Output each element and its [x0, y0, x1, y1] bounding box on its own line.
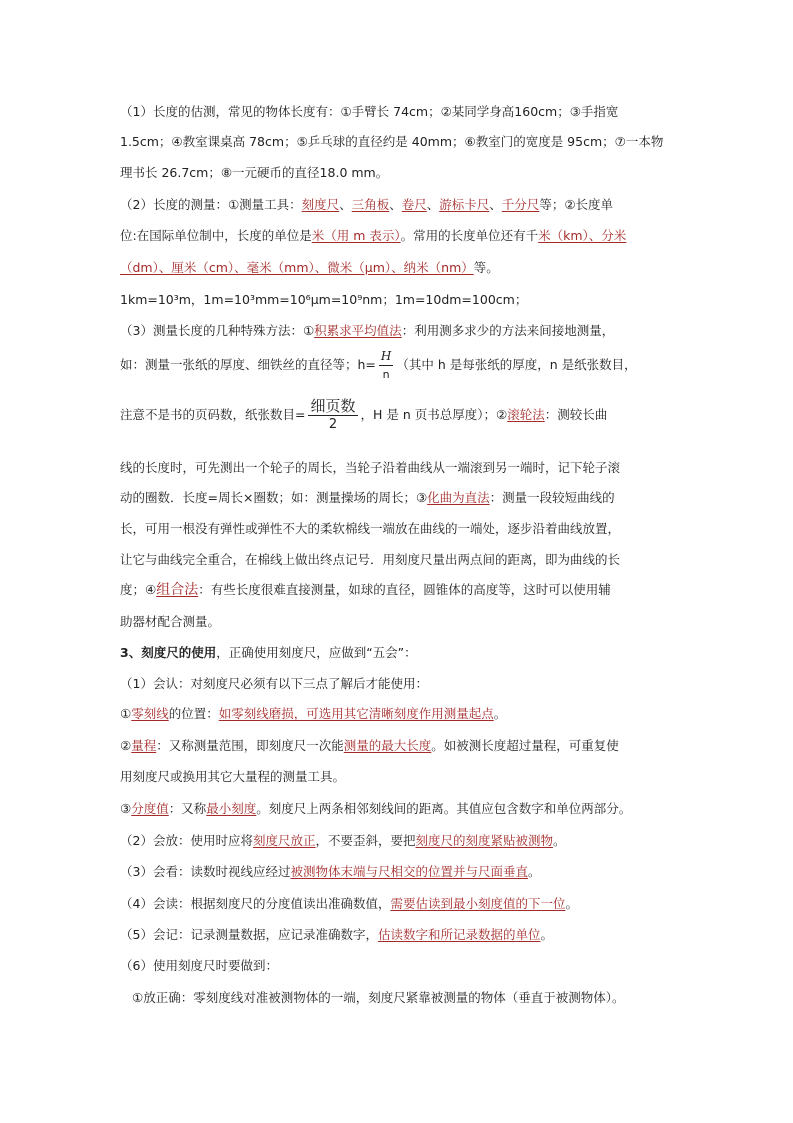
text-line-26 [120, 927, 553, 943]
text-line-16: 助器材配合测量。 [120, 614, 221, 629]
note-view: 被测物体末端与尺相交的位置并与尺面垂直 [290, 864, 528, 879]
method-straighten: 化曲为直法 [427, 490, 490, 505]
section-heading-ruler-usage [120, 645, 417, 661]
unit-list: 米（km）、分米 [538, 228, 627, 243]
note-zero-mark: 如零刻线磨损，可选用其它清晰刻度作用测量起点 [218, 706, 494, 721]
text-line-19 [120, 706, 506, 722]
note-read: 需要估读到最小刻度值的下一位 [390, 896, 566, 911]
text-line-23 [120, 833, 566, 849]
text: 如：测量一张纸的厚度、细铁丝的直径等；h= [120, 357, 376, 372]
text: ：又称测量范围，即刻度尺一次能 [156, 738, 344, 753]
text-line-6 [120, 260, 499, 276]
text-line-12 [120, 490, 615, 506]
text: 等；②长度单 [539, 197, 614, 212]
formula-sheets [308, 398, 357, 433]
note-place-straight: 刻度尺放正 [252, 833, 316, 848]
text-line-24 [120, 864, 541, 880]
sep: 、 [389, 197, 402, 212]
text-line-20 [120, 738, 619, 754]
text: 等。 [473, 260, 499, 275]
term-min-scale: 最小刻度 [206, 801, 257, 816]
denominator: n [382, 368, 390, 381]
text: 度；④ [120, 582, 157, 597]
text: 。如被测长度超过量程，可重复使 [431, 738, 619, 753]
sep: 、 [489, 197, 502, 212]
text: ① [120, 706, 132, 721]
text-line-4 [120, 197, 613, 213]
tool-ruler: 刻度尺 [301, 197, 340, 212]
text: 动的圈数．长度=周长×圈数；如：测量操场的周长；③ [120, 490, 428, 505]
term-range: 量程 [131, 738, 157, 753]
tool-micrometer: 千分尺 [501, 197, 540, 212]
unit-list-cont: （dm）、厘米（cm）、毫米（mm）、微米（μm）、纳米（nm） [120, 260, 474, 275]
tool-tape: 卷尺 [401, 197, 427, 212]
text: ：利用测多求少的方法来间接地测量， [401, 323, 615, 338]
text: ：测较长曲 [544, 407, 608, 422]
text: 。 [553, 833, 566, 848]
text: ：测量一段较短曲线的 [489, 490, 615, 505]
text-line-28: ①放正确：零刻度线对准被测物体的一端，刻度尺紧靠被测量的物体（垂直于被测物体）。 [132, 990, 625, 1005]
text-line-5 [120, 228, 626, 244]
text: （3）会看：读数时视线应经过 [120, 864, 291, 879]
text: ③ [120, 801, 132, 816]
text-line-18: （1）会认：对刻度尺必须有以下三点了解后才能使用： [120, 676, 428, 691]
text: 。 [540, 927, 553, 942]
term-zero-mark: 零刻线 [131, 706, 169, 721]
text-line-15 [120, 582, 611, 598]
method-accumulate: 积累求平均值法 [314, 323, 402, 338]
denominator: 2 [328, 417, 338, 432]
text-line-2: 1.5cm；④教室课桌高 78cm；⑤乒乓球的直径约是 40mm；⑥教室门的宽度是 95cm；⑦一本物 [120, 134, 664, 149]
method-combine: 组合法 [156, 582, 199, 598]
note-place-close: 刻度尺的刻度紧贴被测物 [415, 833, 554, 848]
text-line-14: 让它与曲线完全重合，在棉线上做出终点记号．用刻度尺量出两点间的距离，即为曲线的长 [120, 552, 621, 567]
text: 。刻度尺上两条相邻刻线间的距离。其值应包含数字和单位两部分。 [256, 801, 632, 816]
numerator: H [379, 348, 393, 366]
text-line-25 [120, 896, 578, 912]
unit-meter: 米（用 m 表示） [311, 228, 401, 243]
text: 。常用的长度单位还有千 [400, 228, 539, 243]
text: 。 [565, 896, 578, 911]
text: ，正确使用刻度尺，应做到“五会”： [216, 645, 417, 660]
text: 注意不是书的页码数，纸张数目= [120, 407, 306, 422]
text: （3）测量长度的几种特殊方法：① [120, 323, 315, 338]
text: ，不要歪斜，要把 [315, 833, 416, 848]
tool-triangle: 三角板 [351, 197, 390, 212]
text-line-10 [120, 398, 607, 433]
text: ② [120, 738, 132, 753]
text: 。 [527, 864, 541, 879]
text: ，H 是 n 页书总厚度）；② [360, 407, 508, 422]
text-line-11: 线的长度时，可先测出一个轮子的周长，当轮子沿着曲线从一端滚到另一端时，记下轮子滚 [120, 460, 621, 475]
text-line-27: （6）使用刻度尺时要做到： [120, 958, 278, 973]
text: 位:在国际单位制中，长度的单位是 [120, 228, 312, 243]
sep: 、 [426, 197, 440, 212]
text-line-21: 用刻度尺或换用其它大量程的测量工具。 [120, 769, 346, 784]
heading-text: 3、刻度尺的使用 [120, 645, 217, 660]
text: （4）会读：根据刻度尺的分度值读出准确数值， [120, 896, 391, 911]
text-line-3: 理书长 26.7cm；⑧一元硬币的直径18.0 mm。 [120, 165, 389, 180]
text-line-22 [120, 801, 631, 817]
text-line-8 [120, 323, 614, 339]
text-line-1: （1）长度的估测，常见的物体长度有：①手臂长 74cm；②某同学身高160cm；③手指宽 [120, 104, 619, 119]
note-range: 测量的最大长度 [343, 738, 432, 753]
method-wheel: 滚轮法 [507, 407, 545, 422]
text-line-13: 长，可用一根没有弹性或弹性不大的柔软棉线一端放在曲线的一端处，逐步沿着曲线放置， [120, 521, 621, 536]
formula-h [379, 348, 393, 383]
text: ：有些长度很难直接测量，如球的直径，圆锥体的高度等，这时可以使用辅 [198, 582, 611, 597]
sep: 、 [339, 197, 352, 212]
text: （其中 h 是每张纸的厚度，n 是纸张数目， [396, 357, 637, 372]
text: 。 [493, 706, 507, 721]
text: （2）长度的测量：①测量工具： [120, 197, 302, 212]
text: 的位置： [168, 706, 219, 721]
numerator: 细页数 [310, 397, 356, 415]
note-record: 估读数字和所记录数据的单位 [377, 927, 541, 942]
text: （5）会记：记录测量数据，应记录准确数字， [120, 927, 378, 942]
text: （2）会放：使用时应将 [120, 833, 253, 848]
text-line-7: 1km=10³m，1m=10³mm=10⁶μm=10⁹nm；1m=10dm=100cm； [120, 292, 528, 307]
term-division: 分度值 [131, 801, 169, 816]
tool-caliper: 游标卡尺 [439, 197, 490, 212]
text-line-9 [120, 348, 637, 383]
text: ：又称 [168, 801, 207, 816]
